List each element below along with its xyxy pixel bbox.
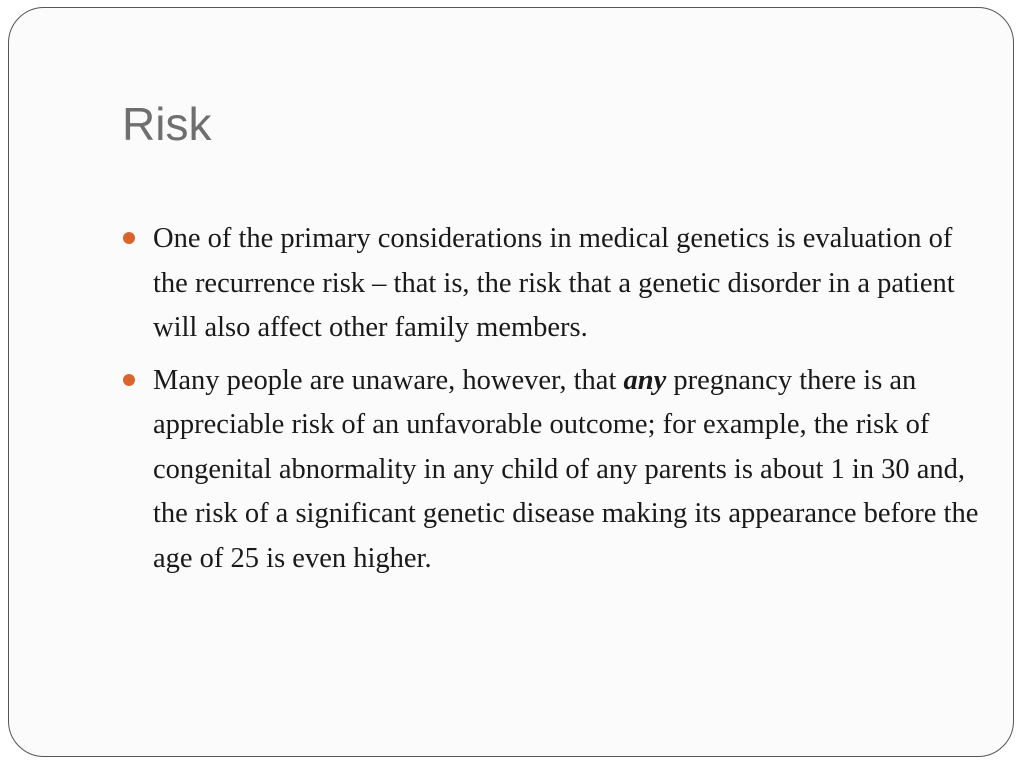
bullet-list [121,217,981,589]
bullet-emphasis: any [623,364,667,396]
slide-title: Risk [122,98,212,150]
bullet-dot-icon [123,374,135,386]
bullet-text-before: Many people are unaware, however, that [153,364,624,396]
bullet-item-recurrence-risk [121,217,981,351]
bullet-dot-icon [123,232,135,244]
bullet-item-pregnancy-risk [121,359,981,582]
slide [8,7,1014,757]
bullet-text: One of the primary considerations in medical genetics is evaluation of the recurrence risk – that is, the risk that a genetic disorder in a patient will also affect other family members. [153,223,955,343]
bullet-text-after: pregnancy there is an appreciable risk of an unfavorable outcome; for example, the risk of congenital abnormality in any child of any parents is about 1 in 30 and, the risk of a significant genetic disease making its appearance before the age of 25 is even higher. [153,364,979,574]
